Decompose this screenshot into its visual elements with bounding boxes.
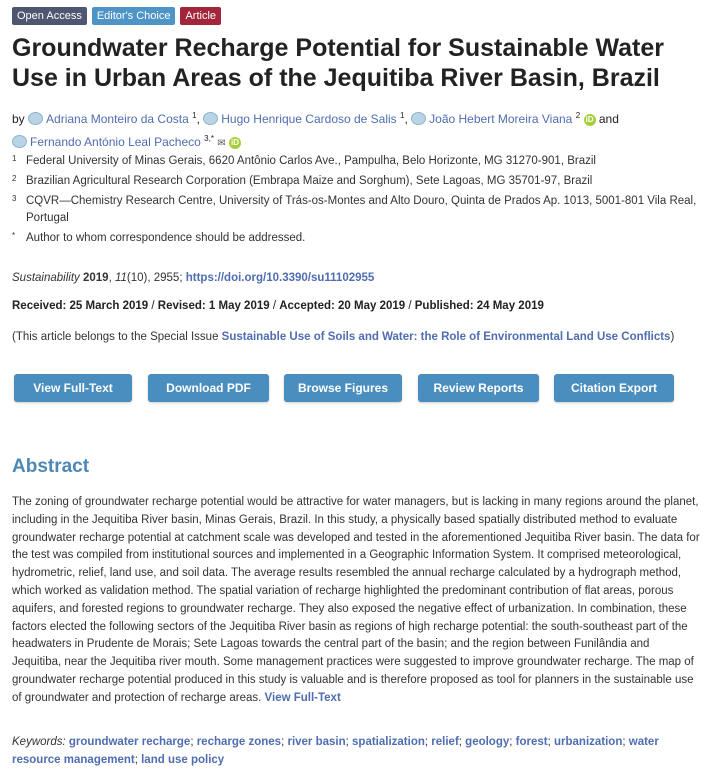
author-link[interactable]: Hugo Henrique Cardoso de Salis bbox=[221, 112, 397, 126]
keyword-link[interactable]: river basin bbox=[287, 736, 346, 748]
author-link[interactable]: Adriana Monteiro da Costa bbox=[46, 112, 189, 126]
author-avatar-icon[interactable] bbox=[411, 112, 426, 125]
article-type-badge: Article bbox=[180, 7, 221, 25]
article-title: Groundwater Recharge Potential for Sustainable Water Use in Urban Areas of the Jequitiba River Basin, Brazil bbox=[12, 34, 664, 92]
author-link[interactable]: Fernando António Leal Pacheco bbox=[30, 135, 201, 149]
citation-export-button[interactable]: Citation Export bbox=[554, 374, 674, 402]
affiliation-text: Brazilian Agricultural Research Corporation (Embrapa Maize and Sorghum), Sete Lagoas, MG 35701-97, Brazil bbox=[26, 175, 593, 187]
browse-figures-button[interactable]: Browse Figures bbox=[284, 374, 402, 402]
affiliation-number: 2 bbox=[12, 174, 17, 183]
author-avatar-icon[interactable] bbox=[28, 112, 43, 125]
author-affil-sup: 3,* bbox=[204, 134, 214, 143]
citation-line: Sustainability 2019, 11(10), 2955; https://doi.org/10.3390/su11102955 bbox=[12, 272, 375, 284]
date-separator: / bbox=[148, 300, 158, 312]
abstract-body: The zoning of groundwater recharge potential would be attractive for water managers, but is lacking in many regions around the planet, including in the Jequitiba River basin, Minas Gerais, Brazil. In this study, a physically based spatially distributed method to evaluate groundwater recharge potential at catchment scale was developed and tested in the aforementioned Jequitiba River basin. The data for the test was compiled from institutional sources and implemented in a Geographic Information System. It comprised meteorological, hydrometric, relief, land use, and soil data. The average results resembled the annual recharge calculated by a hydrograph method, which worked as validation method. The spatial variation of recharge highlighted the predominant contribution of flat areas, porous aquifers, and forested regions to groundwater recharge. They also exposed the negative effect of urbanization. In combination, these factors elected the following sectors of the Jequitiba River basin as regions of high recharge potential: the south-southeast part of the headwaters in Prudente de Morais; Sete Lagoas towards the central part of the basin; and the region between Funilândia and Jequitiba, near the Jequitiba river mouth. Some management practices were suggested to improve groundwater recharge. The map of groundwater recharge potential produced in this study is valuable and is therefore proposed as tool for planners in the sustainable use of groundwater and protection of recharge areas. bbox=[12, 496, 700, 704]
and-label: and bbox=[598, 112, 619, 126]
keyword-link[interactable]: forest bbox=[515, 736, 548, 748]
keywords-label: Keywords: bbox=[12, 736, 66, 748]
affiliation-item bbox=[12, 173, 702, 190]
citation-issue-pages: (10), 2955; bbox=[126, 272, 183, 284]
author-affil-sup: 1 bbox=[192, 111, 197, 120]
affiliation-text: Federal University of Minas Gerais, 6620 Antônio Carlos Ave., Pampulha, Belo Horizonte, MG 31270-901, Brazil bbox=[26, 155, 596, 167]
special-issue-note bbox=[12, 328, 682, 346]
keyword-link[interactable]: spatialization bbox=[352, 736, 425, 748]
abstract-heading: Abstract bbox=[12, 456, 90, 477]
keyword-link[interactable]: groundwater recharge bbox=[68, 736, 191, 748]
citation-volume: 11 bbox=[114, 272, 127, 284]
published-date: Published: 24 May 2019 bbox=[414, 300, 544, 312]
affiliation-item bbox=[12, 153, 702, 170]
view-full-text-button[interactable]: View Full-Text bbox=[14, 374, 132, 402]
view-full-text-link[interactable]: View Full-Text bbox=[264, 691, 341, 704]
keyword-link[interactable]: recharge zones bbox=[196, 736, 282, 748]
orcid-icon[interactable]: iD bbox=[585, 115, 594, 124]
affiliation-item bbox=[12, 230, 702, 247]
keywords: Keywords: groundwater recharge; recharge zones; river basin; spatialization; relief; geology; forest; urbanization; water resource management; land use policy bbox=[12, 736, 659, 766]
special-issue-link[interactable]: Sustainable Use of Soils and Water: the Role of Environmental Land Use Conflicts bbox=[221, 331, 671, 343]
date-separator: / bbox=[269, 300, 280, 312]
accepted-date: Accepted: 20 May 2019 bbox=[279, 300, 406, 312]
affiliation-item bbox=[12, 193, 702, 227]
open-access-badge[interactable]: Open Access bbox=[12, 7, 87, 25]
journal-name: Sustainability bbox=[12, 272, 80, 284]
publication-dates bbox=[12, 300, 544, 312]
download-pdf-button[interactable]: Download PDF bbox=[148, 374, 269, 402]
special-issue-suffix: ) bbox=[670, 331, 675, 343]
revised-date: Revised: 1 May 2019 bbox=[157, 300, 270, 312]
author-affil-sup: 1 bbox=[400, 111, 405, 120]
keyword-link[interactable]: geology bbox=[465, 736, 510, 748]
author-avatar-icon[interactable] bbox=[12, 135, 27, 148]
affiliation-number: 1 bbox=[12, 154, 17, 163]
editors-choice-badge[interactable]: Editor's Choice bbox=[92, 7, 176, 25]
author-avatar-icon[interactable] bbox=[203, 112, 218, 125]
review-reports-button[interactable]: Review Reports bbox=[418, 374, 539, 402]
keyword-link[interactable]: urbanization bbox=[554, 736, 623, 748]
affiliation-number: 3 bbox=[12, 194, 17, 203]
keyword-link[interactable]: relief bbox=[431, 736, 459, 748]
abstract-text bbox=[12, 494, 700, 708]
by-label: by bbox=[12, 112, 25, 126]
keyword-link[interactable]: water resource management bbox=[12, 736, 659, 766]
affiliation-text: Author to whom correspondence should be addressed. bbox=[26, 232, 306, 244]
doi-link[interactable]: https://doi.org/10.3390/su11102955 bbox=[185, 272, 375, 284]
affiliation-number: * bbox=[12, 231, 16, 240]
orcid-icon[interactable]: iD bbox=[231, 138, 240, 147]
author-list: by Adriana Monteiro da Costa $^1$, Hugo Henrique Cardoso de Salis $^1$, João Hebert Moreira Viana $^2$ iD and Fernando António Leal Pacheco $^{3,*}$ ✉ iD bbox=[12, 111, 619, 149]
badge-row bbox=[12, 7, 221, 25]
date-separator: / bbox=[405, 300, 415, 312]
citation-year: 2019 bbox=[82, 272, 109, 284]
special-issue-prefix: (This article belongs to the Special Issue bbox=[12, 331, 222, 343]
author-affil-sup: 2 bbox=[575, 111, 581, 120]
keyword-link[interactable]: land use policy bbox=[141, 754, 225, 766]
affiliation-text: CQVR—Chemistry Research Centre, University of Trás-os-Montes and Alto Douro, Quinta de Prados Ap. 1013, 5001-801 Vila Real, Portugal bbox=[26, 195, 697, 224]
author-link[interactable]: João Hebert Moreira Viana bbox=[429, 112, 573, 126]
affiliations bbox=[12, 153, 702, 250]
email-icon[interactable]: ✉ bbox=[217, 138, 226, 149]
received-date: Received: 25 March 2019 bbox=[12, 300, 149, 312]
